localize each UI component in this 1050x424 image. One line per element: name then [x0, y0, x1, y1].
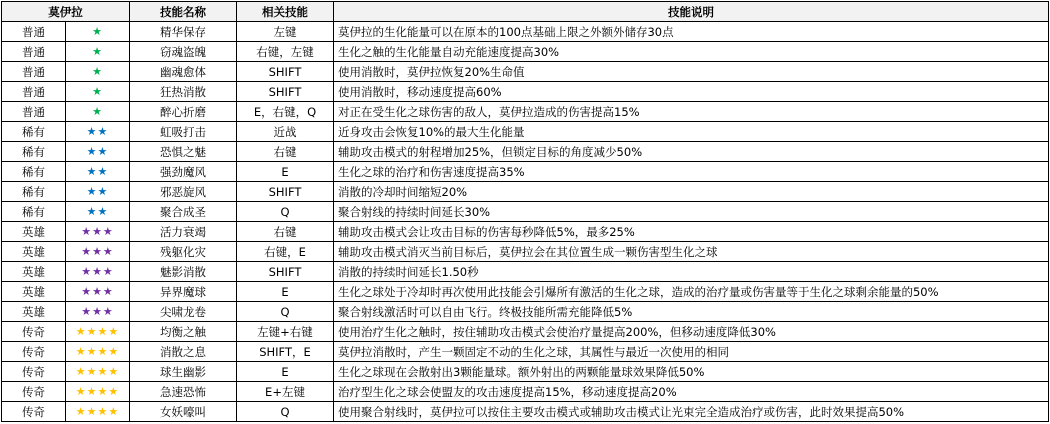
header-row [2, 2, 1049, 22]
tier-cell: 普通 [2, 82, 66, 102]
skill-name-cell: 尖啸龙卷 [130, 302, 237, 322]
related-skill-cell: 右键 [237, 222, 334, 242]
table-row [2, 302, 1049, 322]
skill-description-cell: 近身攻击会恢复10%的最大生化能量 [334, 122, 1049, 142]
skill-name-cell: 虹吸打击 [130, 122, 237, 142]
skill-name-cell: 精华保存 [130, 22, 237, 42]
related-skill-cell: 左键+右键 [237, 322, 334, 342]
related-skill-cell: SHIFT [237, 82, 334, 102]
skill-name-cell: 活力衰竭 [130, 222, 237, 242]
tier-cell: 普通 [2, 102, 66, 122]
star-rating-icon: ★★★ [66, 262, 130, 282]
related-skill-cell: 右键，左键 [237, 42, 334, 62]
skill-name-cell: 球生幽影 [130, 362, 237, 382]
table-row [2, 402, 1049, 422]
star-rating-icon: ★ [66, 82, 130, 102]
tier-cell: 传奇 [2, 362, 66, 382]
star-rating-icon: ★★★ [66, 222, 130, 242]
related-skill-cell: 右键，E [237, 242, 334, 262]
star-rating-icon: ★ [66, 22, 130, 42]
star-rating-icon: ★★ [66, 202, 130, 222]
star-rating-icon: ★★★★ [66, 382, 130, 402]
skill-description-cell: 对正在受生化之球伤害的敌人，莫伊拉造成的伤害提高15% [334, 102, 1049, 122]
star-rating-icon: ★ [66, 42, 130, 62]
skill-description-cell: 生化之球现在会散射出3颗能量球。额外射出的两颗能量球效果降低50% [334, 362, 1049, 382]
tier-cell: 传奇 [2, 402, 66, 422]
star-rating-icon: ★ [66, 102, 130, 122]
skill-name-cell: 女妖嚎叫 [130, 402, 237, 422]
star-rating-icon: ★★ [66, 142, 130, 162]
table-row [2, 82, 1049, 102]
star-rating-icon: ★★★★ [66, 342, 130, 362]
skill-name-cell: 消散之息 [130, 342, 237, 362]
table-row [2, 262, 1049, 282]
star-rating-icon: ★★★ [66, 242, 130, 262]
skill-name-cell: 急速恐怖 [130, 382, 237, 402]
star-rating-icon: ★★★★ [66, 402, 130, 422]
skill-name-cell: 强劲魔风 [130, 162, 237, 182]
skills-table [1, 1, 1049, 422]
table-row [2, 182, 1049, 202]
tier-cell: 传奇 [2, 382, 66, 402]
star-rating-icon: ★★ [66, 182, 130, 202]
table-row [2, 122, 1049, 142]
table-row [2, 282, 1049, 302]
tier-cell: 稀有 [2, 142, 66, 162]
tier-cell: 传奇 [2, 342, 66, 362]
header-hero: 莫伊拉 [2, 2, 130, 22]
tier-cell: 英雄 [2, 242, 66, 262]
tier-cell: 英雄 [2, 302, 66, 322]
header-skill-name: 技能名称 [130, 2, 237, 22]
skill-name-cell: 魅影消散 [130, 262, 237, 282]
star-rating-icon: ★★★★ [66, 322, 130, 342]
skill-description-cell: 消散的冷却时间缩短20% [334, 182, 1049, 202]
skill-description-cell: 莫伊拉消散时，产生一颗固定不动的生化之球，其属性与最近一次使用的相同 [334, 342, 1049, 362]
skill-name-cell: 残躯化灾 [130, 242, 237, 262]
table-row [2, 162, 1049, 182]
table-row [2, 22, 1049, 42]
skill-name-cell: 均衡之触 [130, 322, 237, 342]
skill-description-cell: 辅助攻击模式消灭当前目标后，莫伊拉会在其位置生成一颗伤害型生化之球 [334, 242, 1049, 262]
star-rating-icon: ★★ [66, 122, 130, 142]
related-skill-cell: E [237, 362, 334, 382]
tier-cell: 普通 [2, 62, 66, 82]
table-row [2, 362, 1049, 382]
related-skill-cell: SHIFT [237, 62, 334, 82]
star-rating-icon: ★★ [66, 162, 130, 182]
table-row [2, 202, 1049, 222]
table-row [2, 382, 1049, 402]
related-skill-cell: SHIFT [237, 182, 334, 202]
related-skill-cell: Q [237, 402, 334, 422]
skill-description-cell: 生化之触的生化能量自动充能速度提高30% [334, 42, 1049, 62]
skill-description-cell: 莫伊拉的生化能量可以在原本的100点基础上限之外额外储存30点 [334, 22, 1049, 42]
related-skill-cell: 右键 [237, 142, 334, 162]
skill-name-cell: 窃魂盗魄 [130, 42, 237, 62]
table-row [2, 242, 1049, 262]
table-row [2, 62, 1049, 82]
tier-cell: 英雄 [2, 262, 66, 282]
star-rating-icon: ★★★★ [66, 362, 130, 382]
skill-description-cell: 生化之球的治疗和伤害速度提高35% [334, 162, 1049, 182]
header-related-skill: 相关技能 [237, 2, 334, 22]
skill-description-cell: 使用消散时，莫伊拉恢复20%生命值 [334, 62, 1049, 82]
tier-cell: 普通 [2, 22, 66, 42]
skill-name-cell: 异界魔球 [130, 282, 237, 302]
skill-description-cell: 聚合射线激活时可以自由飞行。终极技能所需充能降低5% [334, 302, 1049, 322]
skill-description-cell: 使用治疗生化之触时，按住辅助攻击模式会使治疗量提高200%，但移动速度降低30% [334, 322, 1049, 342]
tier-cell: 稀有 [2, 122, 66, 142]
skill-description-cell: 聚合射线的持续时间延长30% [334, 202, 1049, 222]
related-skill-cell: E，右键，Q [237, 102, 334, 122]
skill-name-cell: 狂热消散 [130, 82, 237, 102]
skill-name-cell: 聚合成圣 [130, 202, 237, 222]
related-skill-cell: E [237, 162, 334, 182]
skill-name-cell: 恐惧之魅 [130, 142, 237, 162]
skill-description-cell: 使用聚合射线时，莫伊拉可以按住主要攻击模式或辅助攻击模式让光束完全造成治疗或伤害，此时效果提高50% [334, 402, 1049, 422]
skill-description-cell: 生化之球处于冷却时再次使用此技能会引爆所有激活的生化之球，造成的治疗量或伤害量等于生化之球剩余能量的50% [334, 282, 1049, 302]
tier-cell: 传奇 [2, 322, 66, 342]
skill-name-cell: 醉心折磨 [130, 102, 237, 122]
related-skill-cell: E+左键 [237, 382, 334, 402]
table-row [2, 342, 1049, 362]
table-row [2, 222, 1049, 242]
related-skill-cell: 左键 [237, 22, 334, 42]
table-row [2, 42, 1049, 62]
tier-cell: 普通 [2, 42, 66, 62]
tier-cell: 稀有 [2, 162, 66, 182]
table-row [2, 322, 1049, 342]
related-skill-cell: E [237, 282, 334, 302]
skill-name-cell: 邪恶旋风 [130, 182, 237, 202]
star-rating-icon: ★ [66, 62, 130, 82]
related-skill-cell: Q [237, 302, 334, 322]
related-skill-cell: Q [237, 202, 334, 222]
skill-description-cell: 使用消散时，移动速度提高60% [334, 82, 1049, 102]
related-skill-cell: SHIFT [237, 262, 334, 282]
star-rating-icon: ★★★ [66, 282, 130, 302]
skill-description-cell: 辅助攻击模式的射程增加25%，但锁定目标的角度减少50% [334, 142, 1049, 162]
tier-cell: 英雄 [2, 282, 66, 302]
related-skill-cell: 近战 [237, 122, 334, 142]
skill-description-cell: 辅助攻击模式会让攻击目标的伤害每秒降低5%，最多25% [334, 222, 1049, 242]
table-row [2, 142, 1049, 162]
header-skill-description: 技能说明 [334, 2, 1049, 22]
related-skill-cell: SHIFT，E [237, 342, 334, 362]
tier-cell: 稀有 [2, 182, 66, 202]
star-rating-icon: ★★★ [66, 302, 130, 322]
skill-name-cell: 幽魂愈体 [130, 62, 237, 82]
skill-description-cell: 治疗型生化之球会使盟友的攻击速度提高15%，移动速度提高20% [334, 382, 1049, 402]
skill-description-cell: 消散的持续时间延长1.50秒 [334, 262, 1049, 282]
tier-cell: 英雄 [2, 222, 66, 242]
table-row [2, 102, 1049, 122]
tier-cell: 稀有 [2, 202, 66, 222]
